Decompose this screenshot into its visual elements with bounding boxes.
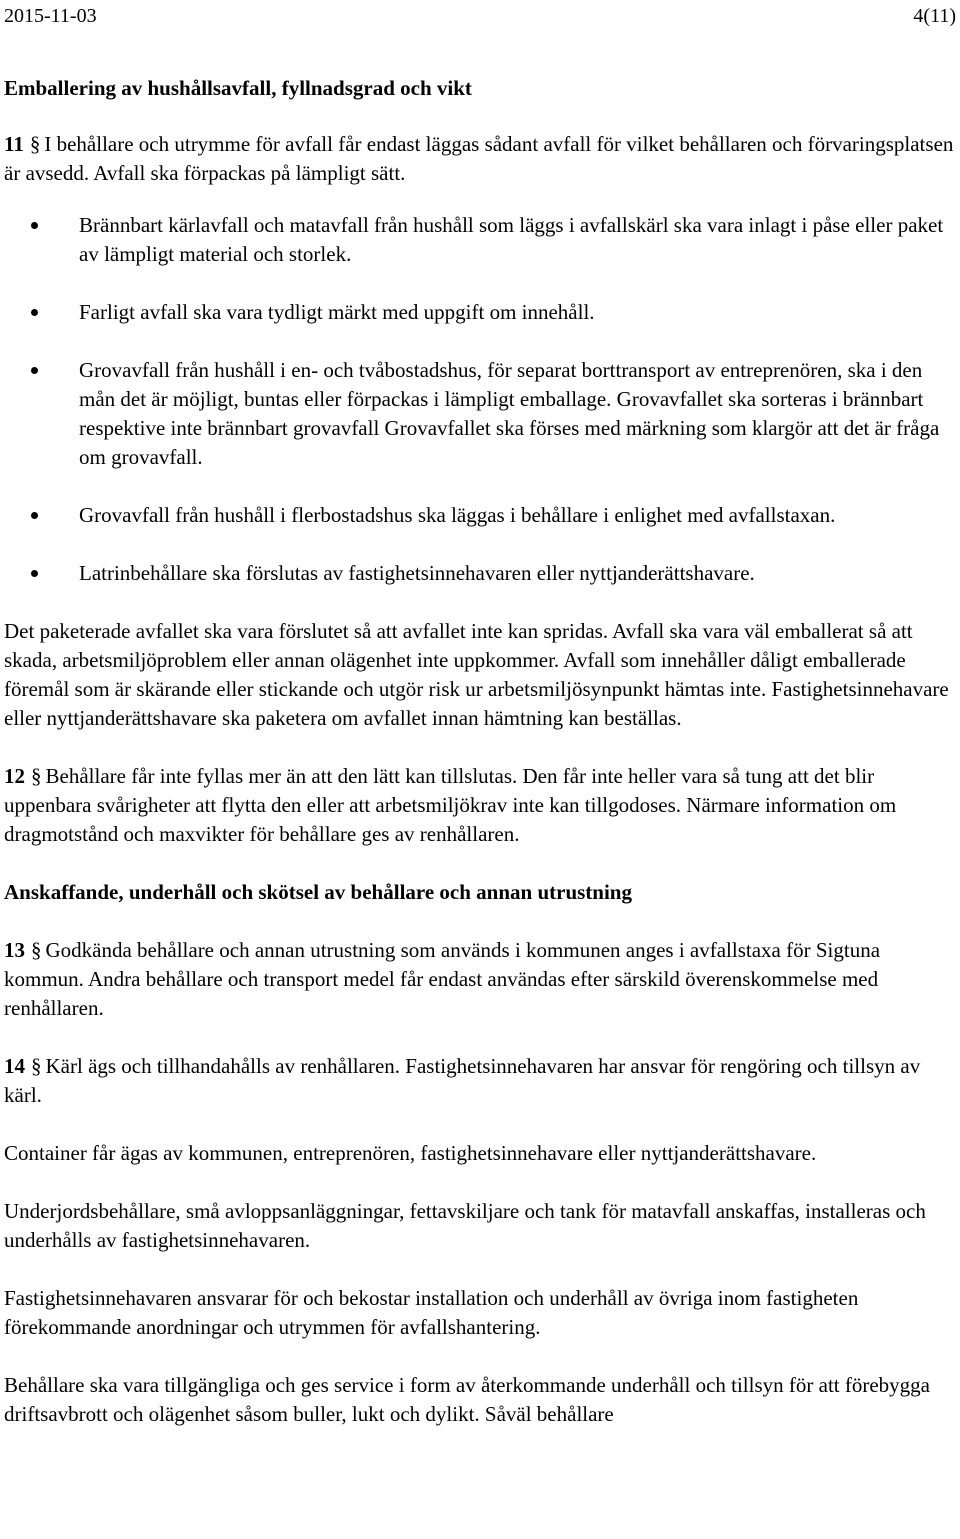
paragraph-text: Behållare får inte fyllas mer än att den lätt kan tillslutas. Den får inte heller vara så tung att det blir uppenbara svårigheter att flytta den eller att arbetsmiljökrav inte kan tillgodoses. Närmare information om dragmotstånd och maxvikter för behållare ges av renhållaren. bbox=[4, 764, 897, 846]
bullet-icon bbox=[31, 512, 38, 519]
paragraph-number: 13 bbox=[4, 938, 25, 962]
paragraph-12 bbox=[4, 762, 956, 849]
list-item bbox=[4, 501, 956, 530]
header-page-number: 4(11) bbox=[913, 5, 956, 27]
paragraph-number: 11 bbox=[4, 132, 24, 156]
paragraph-packaging: Det paketerade avfallet ska vara förslutet så att avfallet inte kan spridas. Avfall ska vara väl emballerat så att skada, arbetsmiljöproblem eller annan olägenhet inte uppkommer. Avfall som innehåller dåligt emballerade föremål som är skärande eller stickande och utgör risk ur arbetsmiljösynpunkt hämtas inte. Fastighetsinnehavare eller nyttjanderättshavare ska paketera om avfallet innan hämtning kan beställas. bbox=[4, 619, 949, 730]
paragraph-11 bbox=[4, 130, 956, 188]
list-item-text: Grovavfall från hushåll i flerbostadshus ska läggas i behållare i enlighet med avfallstaxan. bbox=[79, 503, 836, 527]
section-sign: § bbox=[29, 132, 41, 156]
paragraph-text: Kärl ägs och tillhandahålls av renhållaren. Fastighetsinnehavaren har ansvar för rengöring och tillsyn av kärl. bbox=[4, 1054, 921, 1107]
list-item-text: Farligt avfall ska vara tydligt märkt med uppgift om innehåll. bbox=[79, 300, 595, 324]
list-item bbox=[4, 356, 956, 472]
paragraph-13 bbox=[4, 936, 956, 1023]
list-item-text: Latrinbehållare ska förslutas av fastighetsinnehavaren eller nyttjanderättshavare. bbox=[79, 561, 755, 585]
list-item-text: Brännbart kärlavfall och matavfall från hushåll som läggs i avfallskärl ska vara inlagt i påse eller paket av lämpligt material och storlek. bbox=[79, 213, 944, 266]
paragraph-number: 12 bbox=[4, 764, 25, 788]
section-sign: § bbox=[31, 764, 42, 788]
list-item bbox=[4, 211, 956, 269]
paragraph-service: Behållare ska vara tillgängliga och ges service i form av återkommande underhåll och tillsyn för att förebygga driftsavbrott och olägenhet såsom buller, lukt och dylikt. Såväl behållare bbox=[4, 1373, 930, 1426]
paragraph-14 bbox=[4, 1052, 956, 1110]
section-heading-anskaffande: Anskaffande, underhåll och skötsel av behållare och annan utrustning bbox=[4, 880, 632, 904]
requirements-list bbox=[4, 211, 956, 588]
section-sign: § bbox=[31, 938, 42, 962]
paragraph-installation: Fastighetsinnehavaren ansvarar för och bekostar installation och underhåll av övriga inom fastigheten förekommande anordningar och utrymmen för avfallshantering. bbox=[4, 1286, 859, 1339]
bullet-icon bbox=[31, 222, 38, 229]
list-item bbox=[4, 298, 956, 327]
bullet-icon bbox=[31, 367, 38, 374]
paragraph-underjord: Underjordsbehållare, små avloppsanläggningar, fettavskiljare och tank för matavfall anskaffas, installeras och underhålls av fastighetsinnehavaren. bbox=[4, 1199, 926, 1252]
list-item bbox=[4, 559, 956, 588]
bullet-icon bbox=[31, 570, 38, 577]
list-item-text: Grovavfall från hushåll i en- och tvåbostadshus, för separat borttransport av entreprenören, ska i den mån det är möjligt, buntas eller förpackas i lämpligt emballage. Grovavfallet ska sorteras i brännbart respektive inte brännbart grovavfall Grovavfallet ska förses med märkning som klargör att det är fråga om grovavfall. bbox=[79, 358, 940, 469]
document-body bbox=[4, 74, 956, 1429]
paragraph-text: Godkända behållare och annan utrustning som används i kommunen anges i avfallstaxa för Sigtuna kommun. Andra behållare och transport medel får endast användas efter särskild överenskommelse med renhållaren. bbox=[4, 938, 881, 1020]
page-header bbox=[4, 3, 956, 29]
paragraph-text: I behållare och utrymme för avfall får endast läggas sådant avfall för vilket behållaren och förvaringsplatsen är avsedd. Avfall ska förpackas på lämpligt sätt. bbox=[4, 132, 954, 185]
bullet-icon bbox=[31, 309, 38, 316]
section-heading-emballering: Emballering av hushållsavfall, fyllnadsgrad och vikt bbox=[4, 76, 472, 100]
paragraph-number: 14 bbox=[4, 1054, 25, 1078]
section-sign: § bbox=[31, 1054, 42, 1078]
header-date: 2015-11-03 bbox=[4, 5, 97, 27]
paragraph-container: Container får ägas av kommunen, entreprenören, fastighetsinnehavare eller nyttjanderättshavare. bbox=[4, 1141, 817, 1165]
